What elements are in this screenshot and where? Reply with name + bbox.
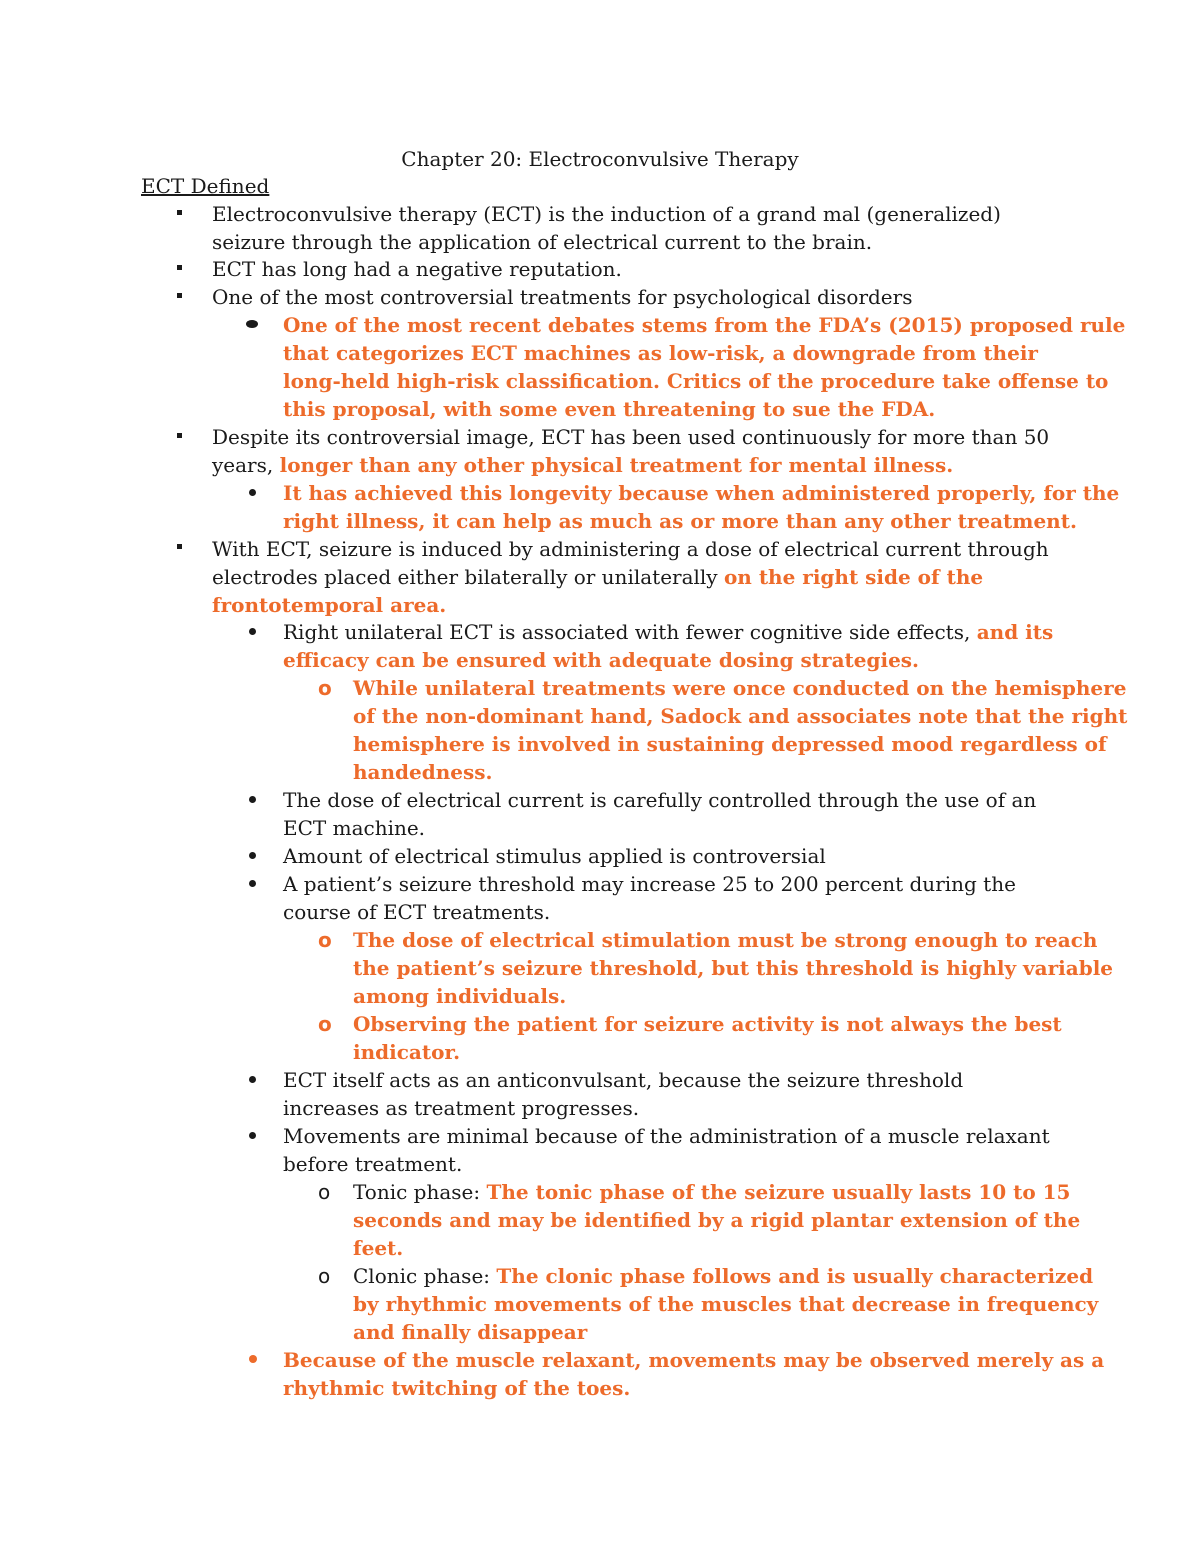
list-item: One of the most recent debates stems from the FDA’s (2015) proposed rule <box>283 313 1126 337</box>
square-bullet-icon <box>177 544 182 549</box>
round-bullet-icon <box>249 489 256 496</box>
list-item: feet. <box>353 1236 404 1260</box>
list-item: With ECT, seizure is induced by administering a dose of electrical current through <box>212 537 1049 561</box>
list-item: the patient’s seizure threshold, but this threshold is highly variable <box>353 956 1114 980</box>
circle-bullet-icon: o <box>318 1012 332 1036</box>
list-item: right illness, it can help as much as or more than any other treatment. <box>283 509 1077 533</box>
list-item: course of ECT treatments. <box>283 900 551 924</box>
list-item: this proposal, with some even threatening to sue the FDA. <box>283 397 936 421</box>
section-heading: ECT Defined <box>141 174 270 198</box>
list-item: indicator. <box>353 1040 461 1064</box>
list-item: It has achieved this longevity because when administered properly, for the <box>283 481 1120 505</box>
list-item: seconds and may be identified by a rigid plantar extension of the <box>353 1208 1081 1232</box>
list-item: Clonic phase: The clonic phase follows and is usually characterized <box>353 1264 1094 1288</box>
circle-bullet-icon: o <box>318 928 332 952</box>
list-item: of the non-dominant hand, Sadock and associates note that the right <box>353 704 1128 728</box>
list-item: Observing the patient for seizure activity is not always the best <box>353 1012 1062 1036</box>
list-item: Movements are minimal because of the administration of a muscle relaxant <box>283 1124 1050 1148</box>
round-bullet-icon <box>249 1132 256 1139</box>
list-item: rhythmic twitching of the toes. <box>283 1376 631 1400</box>
list-item: among individuals. <box>353 984 567 1008</box>
list-item: Amount of electrical stimulus applied is controversial <box>283 844 826 868</box>
list-item: before treatment. <box>283 1152 463 1176</box>
list-item: electrodes placed either bilaterally or unilaterally on the right side of the <box>212 565 984 589</box>
list-item: Despite its controversial image, ECT has been used continuously for more than 50 <box>212 425 1050 449</box>
circle-bullet-icon: o <box>318 676 332 700</box>
list-item: frontotemporal area. <box>212 593 447 617</box>
round-bullet-icon <box>249 796 256 803</box>
list-item: years, longer than any other physical treatment for mental illness. <box>212 453 954 477</box>
list-item: Right unilateral ECT is associated with fewer cognitive side effects, and its <box>283 620 1054 644</box>
list-item: ECT has long had a negative reputation. <box>212 257 622 281</box>
square-bullet-icon <box>177 293 182 298</box>
list-item: One of the most controversial treatments for psychological disorders <box>212 285 913 309</box>
square-bullet-icon <box>177 265 182 270</box>
list-item: The dose of electrical current is carefully controlled through the use of an <box>283 788 1037 812</box>
list-item: ECT itself acts as an anticonvulsant, because the seizure threshold <box>283 1068 964 1092</box>
list-item: seizure through the application of electrical current to the brain. <box>212 230 873 254</box>
list-item: A patient’s seizure threshold may increase 25 to 200 percent during the <box>283 872 1016 896</box>
round-bullet-icon <box>249 880 256 887</box>
round-bullet-icon <box>249 1076 256 1083</box>
round-bullet-icon <box>249 852 256 859</box>
page-title: Chapter 20: Electroconvulsive Therapy <box>401 147 799 171</box>
list-item: efficacy can be ensured with adequate dosing strategies. <box>283 648 920 672</box>
list-item: hemisphere is involved in sustaining depressed mood regardless of <box>353 732 1107 756</box>
round-bullet-icon <box>246 320 258 328</box>
list-item: ECT machine. <box>283 816 426 840</box>
list-item: and finally disappear <box>353 1320 588 1344</box>
list-item: increases as treatment progresses. <box>283 1096 640 1120</box>
round-bullet-icon <box>249 628 256 635</box>
list-item: The dose of electrical stimulation must be strong enough to reach <box>353 928 1098 952</box>
list-item: handedness. <box>353 760 493 784</box>
square-bullet-icon <box>177 433 182 438</box>
circle-bullet-icon: o <box>318 1180 331 1204</box>
circle-bullet-icon: o <box>318 1264 331 1288</box>
square-bullet-icon <box>177 210 182 215</box>
list-item: Tonic phase: The tonic phase of the seizure usually lasts 10 to 15 <box>353 1180 1071 1204</box>
list-item: long-held high-risk classification. Critics of the procedure take offense to <box>283 369 1109 393</box>
round-bullet-icon <box>249 1355 257 1363</box>
list-item: While unilateral treatments were once conducted on the hemisphere <box>353 676 1127 700</box>
list-item: by rhythmic movements of the muscles that decrease in frequency <box>353 1292 1099 1316</box>
list-item: Because of the muscle relaxant, movements may be observed merely as a <box>283 1348 1105 1372</box>
list-item: that categorizes ECT machines as low-risk, a downgrade from their <box>283 341 1038 365</box>
list-item: Electroconvulsive therapy (ECT) is the induction of a grand mal (generalized) <box>212 202 1001 226</box>
